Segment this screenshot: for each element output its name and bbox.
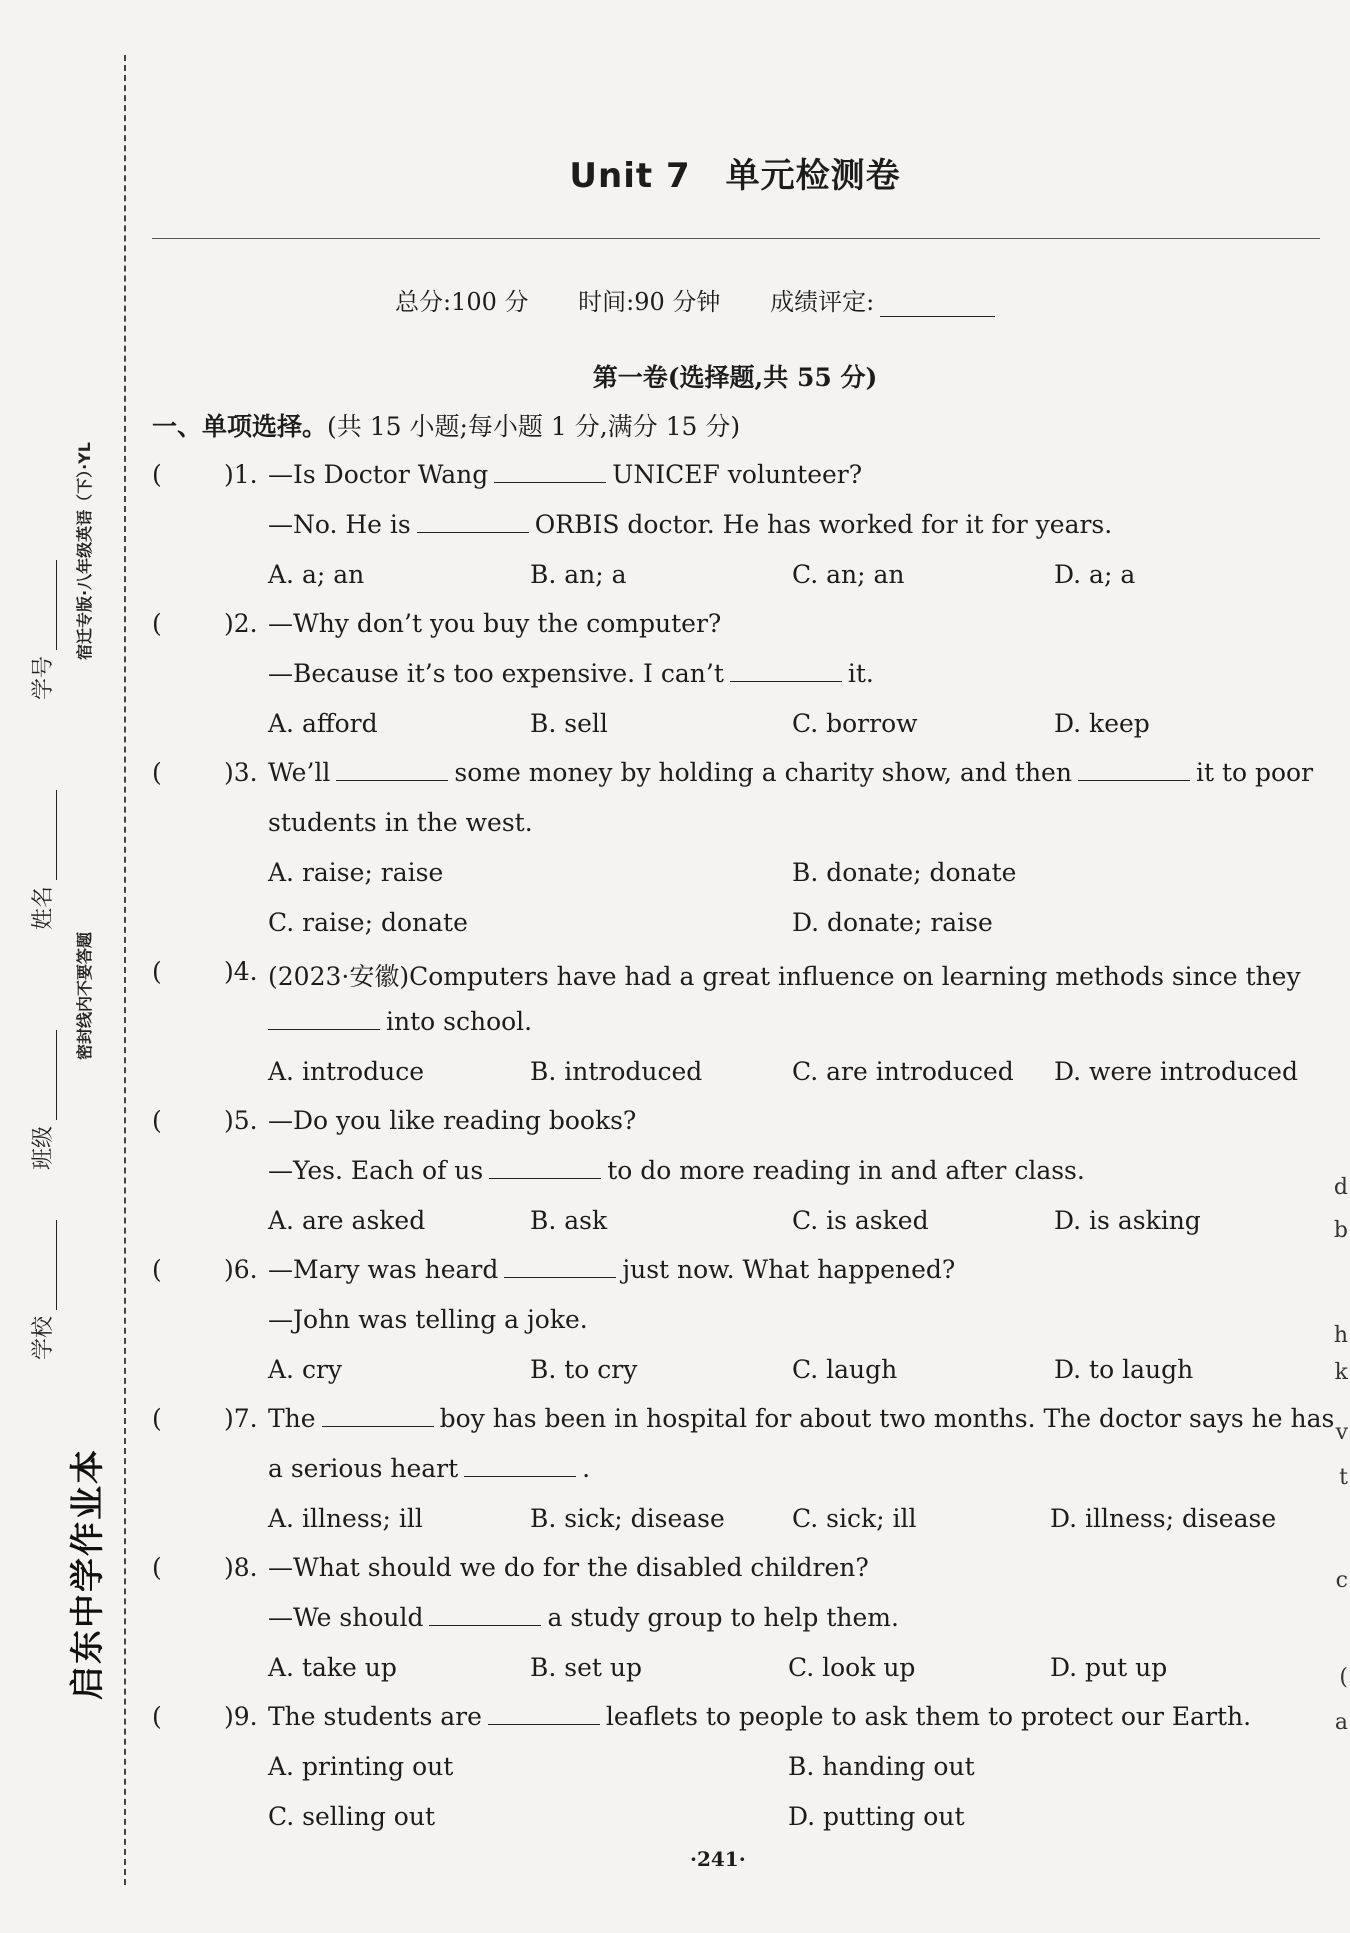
stem-text: —What should we do for the disabled children?: [268, 1553, 869, 1582]
stem-text: The students are: [268, 1702, 482, 1731]
section-title-main: 一、单项选择。: [152, 412, 328, 441]
option-c[interactable]: C. are introduced: [792, 1057, 1014, 1086]
stem-text: it.: [847, 659, 874, 688]
option-d[interactable]: D. donate; raise: [792, 908, 993, 937]
stem-text: UNICEF volunteer?: [612, 460, 863, 489]
part-title: 第一卷(选择题,共 55 分): [592, 363, 878, 392]
answer-paren[interactable]: (: [152, 1702, 162, 1731]
option-a[interactable]: A. printing out: [268, 1752, 454, 1781]
option-d[interactable]: D. a; a: [1054, 560, 1136, 589]
stem-text: ORBIS doctor. He has worked for it for years.: [534, 510, 1113, 539]
total-score: 总分:100 分: [395, 288, 529, 316]
section-title-note: (共 15 小题;每小题 1 分,满分 15 分): [327, 412, 741, 441]
answer-blank[interactable]: [1078, 758, 1190, 781]
stem-text: students in the west.: [268, 808, 533, 837]
stem-text: —We should: [268, 1603, 424, 1632]
answer-paren[interactable]: (: [152, 957, 162, 986]
option-b[interactable]: B. sell: [530, 709, 608, 738]
option-c[interactable]: C. an; an: [792, 560, 905, 589]
stem-text: —Do you like reading books?: [268, 1106, 637, 1135]
answer-blank[interactable]: [730, 659, 842, 682]
adjacent-page-fragment: b: [1333, 1218, 1348, 1243]
question-number: )8.: [224, 1553, 258, 1582]
school-label: 学校: [31, 1315, 56, 1360]
option-b[interactable]: B. an; a: [530, 560, 627, 589]
option-d[interactable]: D. keep: [1054, 709, 1150, 738]
page-number: ·241·: [690, 1847, 746, 1871]
answer-paren[interactable]: (: [152, 460, 162, 489]
option-d[interactable]: D. put up: [1050, 1653, 1168, 1682]
question-number: )1.: [224, 460, 258, 489]
stem-text: We’ll: [268, 758, 331, 787]
option-c[interactable]: C. laugh: [792, 1355, 898, 1384]
answer-paren[interactable]: (: [152, 1404, 162, 1433]
stem-text: —Is Doctor Wang: [268, 460, 489, 489]
stem-text: just now. What happened?: [622, 1255, 956, 1284]
answer-paren[interactable]: (: [152, 1255, 162, 1284]
option-a[interactable]: A. take up: [268, 1653, 397, 1682]
question-number: )2.: [224, 609, 258, 638]
name-label: 姓名: [31, 885, 56, 930]
title-divider: [152, 238, 1320, 239]
adjacent-page-fragment: (: [1339, 1665, 1348, 1690]
section-title: [152, 407, 740, 443]
class-label: 班级: [31, 1125, 56, 1170]
stem-text: —Because it’s too expensive. I can’t: [268, 659, 724, 688]
stem-text: (2023·安徽)Computers have had a great influence on learning methods since they: [268, 962, 1301, 991]
stem-text: —John was telling a joke.: [268, 1305, 588, 1334]
option-b[interactable]: B. introduced: [530, 1057, 703, 1086]
question-number: )6.: [224, 1255, 258, 1284]
grade-label: 成绩评定:: [770, 288, 875, 316]
question-number: )9.: [224, 1702, 258, 1731]
option-b[interactable]: B. set up: [530, 1653, 642, 1682]
answer-paren[interactable]: (: [152, 1553, 162, 1582]
answer-blank[interactable]: [417, 510, 529, 533]
answer-blank[interactable]: [336, 758, 448, 781]
option-a[interactable]: A. cry: [268, 1355, 343, 1384]
option-d[interactable]: D. putting out: [788, 1802, 965, 1831]
series-label: 宿迁专版·八年级英语（下）·YL: [75, 442, 94, 660]
student-id-blank[interactable]: [38, 560, 57, 650]
option-a[interactable]: A. afford: [268, 709, 378, 738]
adjacent-page-fragment: v: [1335, 1420, 1348, 1445]
option-d[interactable]: D. is asking: [1054, 1206, 1201, 1235]
option-b[interactable]: B. to cry: [530, 1355, 638, 1384]
student-id-label: 学号: [31, 655, 56, 700]
answer-blank[interactable]: [268, 1007, 380, 1030]
school-blank[interactable]: [38, 1220, 57, 1310]
answer-blank[interactable]: [322, 1404, 434, 1427]
stem-text: some money by holding a charity show, and then: [454, 758, 1072, 787]
time-limit: 时间:90 分钟: [578, 288, 721, 316]
question-number: )3.: [224, 758, 258, 787]
adjacent-page-fragment: t: [1339, 1465, 1348, 1490]
seal-note: 密封线内不要答题: [75, 931, 94, 1060]
option-a[interactable]: A. introduce: [268, 1057, 424, 1086]
class-blank[interactable]: [38, 1030, 57, 1120]
stem-text: —No. He is: [268, 510, 411, 539]
adjacent-page-fragment: h: [1333, 1323, 1348, 1348]
brand-label: 启东中学作业本: [68, 1448, 108, 1700]
stem-text: boy has been in hospital for about two months. The doctor says he has: [439, 1404, 1335, 1433]
school-field: [26, 1214, 57, 1360]
answer-blank[interactable]: [464, 1454, 576, 1477]
name-blank[interactable]: [38, 790, 57, 880]
stem-text: —Mary was heard: [268, 1255, 499, 1284]
stem-text: into school.: [386, 1007, 533, 1036]
binding-margin: [0, 0, 130, 1933]
stem-text: to do more reading in and after class.: [607, 1156, 1085, 1185]
option-a[interactable]: A. raise; raise: [268, 858, 444, 887]
seal-dashed-line: [124, 55, 126, 1885]
question-number: )7.: [224, 1404, 258, 1433]
stem-text: a serious heart: [268, 1454, 459, 1483]
score-info: [395, 282, 995, 317]
student-id-field: [26, 554, 57, 700]
option-d[interactable]: D. were introduced: [1054, 1057, 1298, 1086]
stem-text: —Yes. Each of us: [268, 1156, 484, 1185]
answer-paren[interactable]: (: [152, 1106, 162, 1135]
question-number: )5.: [224, 1106, 258, 1135]
name-field: [26, 784, 57, 930]
answer-blank[interactable]: [429, 1603, 541, 1626]
option-b[interactable]: B. ask: [530, 1206, 608, 1235]
adjacent-page-fragment: k: [1334, 1360, 1348, 1385]
class-field: [26, 1024, 57, 1170]
stem-text: —Why don’t you buy the computer?: [268, 609, 722, 638]
stem-text: .: [582, 1454, 591, 1483]
page-title: Unit 7 单元检测卷: [569, 156, 901, 196]
option-c[interactable]: C. look up: [788, 1653, 916, 1682]
answer-blank[interactable]: [504, 1255, 616, 1278]
grade-blank[interactable]: [880, 296, 995, 317]
answer-blank[interactable]: [489, 1156, 601, 1179]
answer-blank[interactable]: [488, 1702, 600, 1725]
answer-paren[interactable]: (: [152, 609, 162, 638]
option-c[interactable]: C. selling out: [268, 1802, 435, 1831]
option-d[interactable]: D. to laugh: [1054, 1355, 1194, 1384]
stem-text: leaflets to people to ask them to protect our Earth.: [605, 1702, 1252, 1731]
adjacent-page-fragment: c: [1335, 1568, 1348, 1593]
stem-text: The: [268, 1404, 316, 1433]
option-c[interactable]: C. is asked: [792, 1206, 929, 1235]
adjacent-page-fragment: a: [1334, 1710, 1348, 1735]
question-number: )4.: [224, 957, 258, 986]
stem-text: it to poor: [1195, 758, 1314, 787]
option-a[interactable]: A. a; an: [268, 560, 365, 589]
option-a[interactable]: A. illness; ill: [268, 1504, 423, 1533]
option-c[interactable]: C. raise; donate: [268, 908, 468, 937]
adjacent-page-fragment: d: [1333, 1175, 1348, 1200]
option-c[interactable]: C. borrow: [792, 709, 918, 738]
option-b[interactable]: B. donate; donate: [792, 858, 1017, 887]
option-d[interactable]: D. illness; disease: [1050, 1504, 1277, 1533]
answer-paren[interactable]: (: [152, 758, 162, 787]
stem-text: a study group to help them.: [547, 1603, 899, 1632]
option-b[interactable]: B. sick; disease: [530, 1504, 725, 1533]
option-b[interactable]: B. handing out: [788, 1752, 975, 1781]
option-c[interactable]: C. sick; ill: [792, 1504, 917, 1533]
answer-blank[interactable]: [494, 460, 606, 483]
option-a[interactable]: A. are asked: [268, 1206, 426, 1235]
